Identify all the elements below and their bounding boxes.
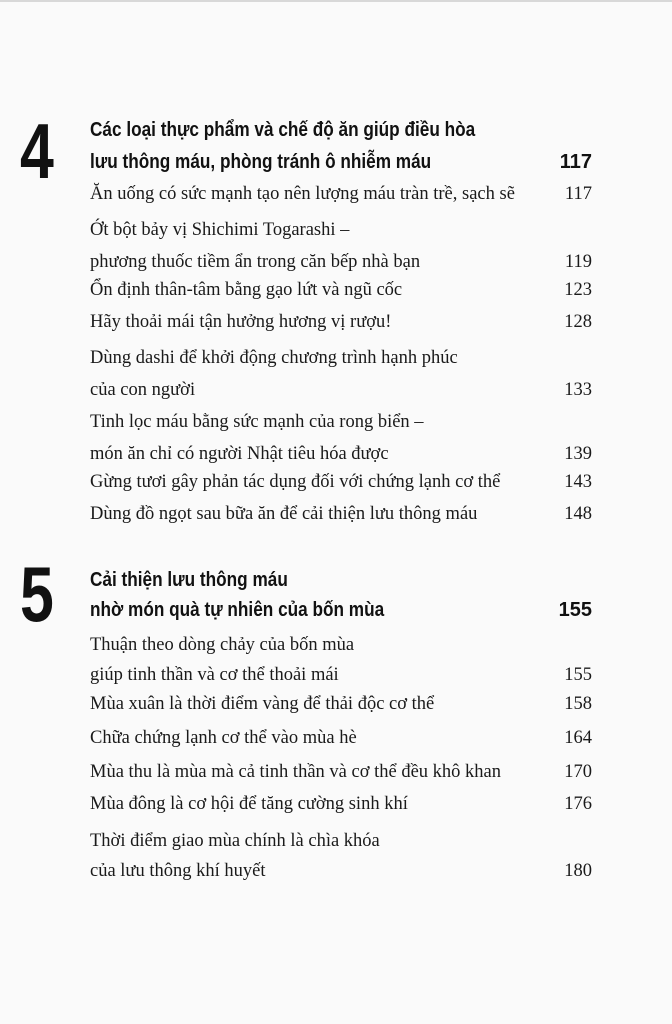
chapter-number: 5 — [20, 550, 54, 638]
toc-entry-title-line: Dùng dashi để khởi động chương trình hạnh phúc — [90, 348, 458, 368]
toc-entry-title-line: phương thuốc tiềm ẩn trong căn bếp nhà bạn — [90, 252, 421, 272]
toc-entry[interactable] — [90, 792, 592, 816]
toc-entry-page-number: 139 — [564, 444, 592, 464]
page-edge — [0, 0, 672, 2]
toc-entry-title-line: Mùa đông là cơ hội để tăng cường sinh khí — [90, 794, 408, 814]
toc-entry[interactable] — [90, 630, 592, 690]
toc-entry[interactable] — [90, 310, 592, 334]
toc-entry-page-number: 148 — [564, 504, 592, 524]
toc-entry-title-line: Chữa chứng lạnh cơ thể vào mùa hè — [90, 728, 357, 748]
toc-entry-title-line: giúp tinh thần và cơ thể thoải mái — [90, 665, 339, 685]
toc-entry-title-line: Dùng đồ ngọt sau bữa ăn để cải thiện lưu thông máu — [90, 504, 478, 524]
chapter-title-line: nhờ món quà tự nhiên của bốn mùa — [90, 599, 385, 621]
toc-entry[interactable] — [90, 182, 592, 206]
toc-entry-title-line: Gừng tươi gây phản tác dụng đối với chứng lạnh cơ thể — [90, 472, 501, 492]
toc-entry-page-number: 155 — [564, 665, 592, 685]
toc-entry-title-line: của lưu thông khí huyết — [90, 861, 266, 881]
toc-entry[interactable] — [90, 278, 592, 302]
toc-entry[interactable] — [90, 826, 592, 886]
toc-entry[interactable] — [90, 726, 592, 750]
chapter-page-number: 155 — [558, 599, 592, 621]
chapter-title-line: Cải thiện lưu thông máu — [90, 569, 288, 591]
toc-entry-page-number: 123 — [564, 280, 592, 300]
chapter-number: 4 — [20, 107, 54, 195]
chapter-title-line: lưu thông máu, phòng tránh ô nhiễm máu — [90, 151, 432, 173]
toc-entry-title-line: Hãy thoải mái tận hưởng hương vị rượu! — [90, 312, 392, 332]
toc-entry-page-number: 143 — [564, 472, 592, 492]
toc-entry-title-line: Ổn định thân-tâm bằng gạo lứt và ngũ cốc — [90, 280, 403, 300]
toc-entry-title-line: Tinh lọc máu bằng sức mạnh của rong biển – — [90, 412, 424, 432]
toc-entry-page-number: 117 — [564, 184, 592, 204]
toc-entry-page-number: 128 — [564, 312, 592, 332]
toc-entry[interactable] — [90, 692, 592, 716]
toc-entry-title-line: của con người — [90, 380, 196, 400]
toc-entry[interactable] — [90, 760, 592, 784]
toc-entry-page-number: 164 — [564, 728, 592, 748]
toc-entry[interactable] — [90, 214, 592, 278]
toc-entry[interactable] — [90, 406, 592, 470]
toc-entry-page-number: 180 — [564, 861, 592, 881]
toc-entry-title-line: Mùa thu là mùa mà cả tinh thần và cơ thể đều khô khan — [90, 762, 502, 782]
chapter-page-number: 117 — [559, 151, 592, 173]
toc-entry-page-number: 133 — [564, 380, 592, 400]
toc-entry-page-number: 119 — [564, 252, 592, 272]
toc-entry-title-line: Thuận theo dòng chảy của bốn mùa — [90, 635, 355, 655]
toc-entry-title-line: món ăn chỉ có người Nhật tiêu hóa được — [90, 444, 389, 464]
toc-entry-page-number: 158 — [564, 694, 592, 714]
toc-entry-title-line: Thời điểm giao mùa chính là chìa khóa — [90, 831, 380, 851]
toc-entry[interactable] — [90, 470, 592, 494]
toc-entry-page-number: 176 — [564, 794, 592, 814]
toc-entry-page-number: 170 — [564, 762, 592, 782]
toc-entry-title-line: Ăn uống có sức mạnh tạo nên lượng máu tràn trề, sạch sẽ — [90, 184, 515, 204]
toc-entry-title-line: Ớt bột bảy vị Shichimi Togarashi – — [90, 220, 350, 240]
toc-entry-title-line: Mùa xuân là thời điểm vàng để thải độc cơ thể — [90, 694, 435, 714]
chapter-title-line: Các loại thực phẩm và chế độ ăn giúp điều hòa — [90, 119, 476, 141]
toc-entry[interactable] — [90, 342, 592, 406]
toc-entry[interactable] — [90, 502, 592, 526]
